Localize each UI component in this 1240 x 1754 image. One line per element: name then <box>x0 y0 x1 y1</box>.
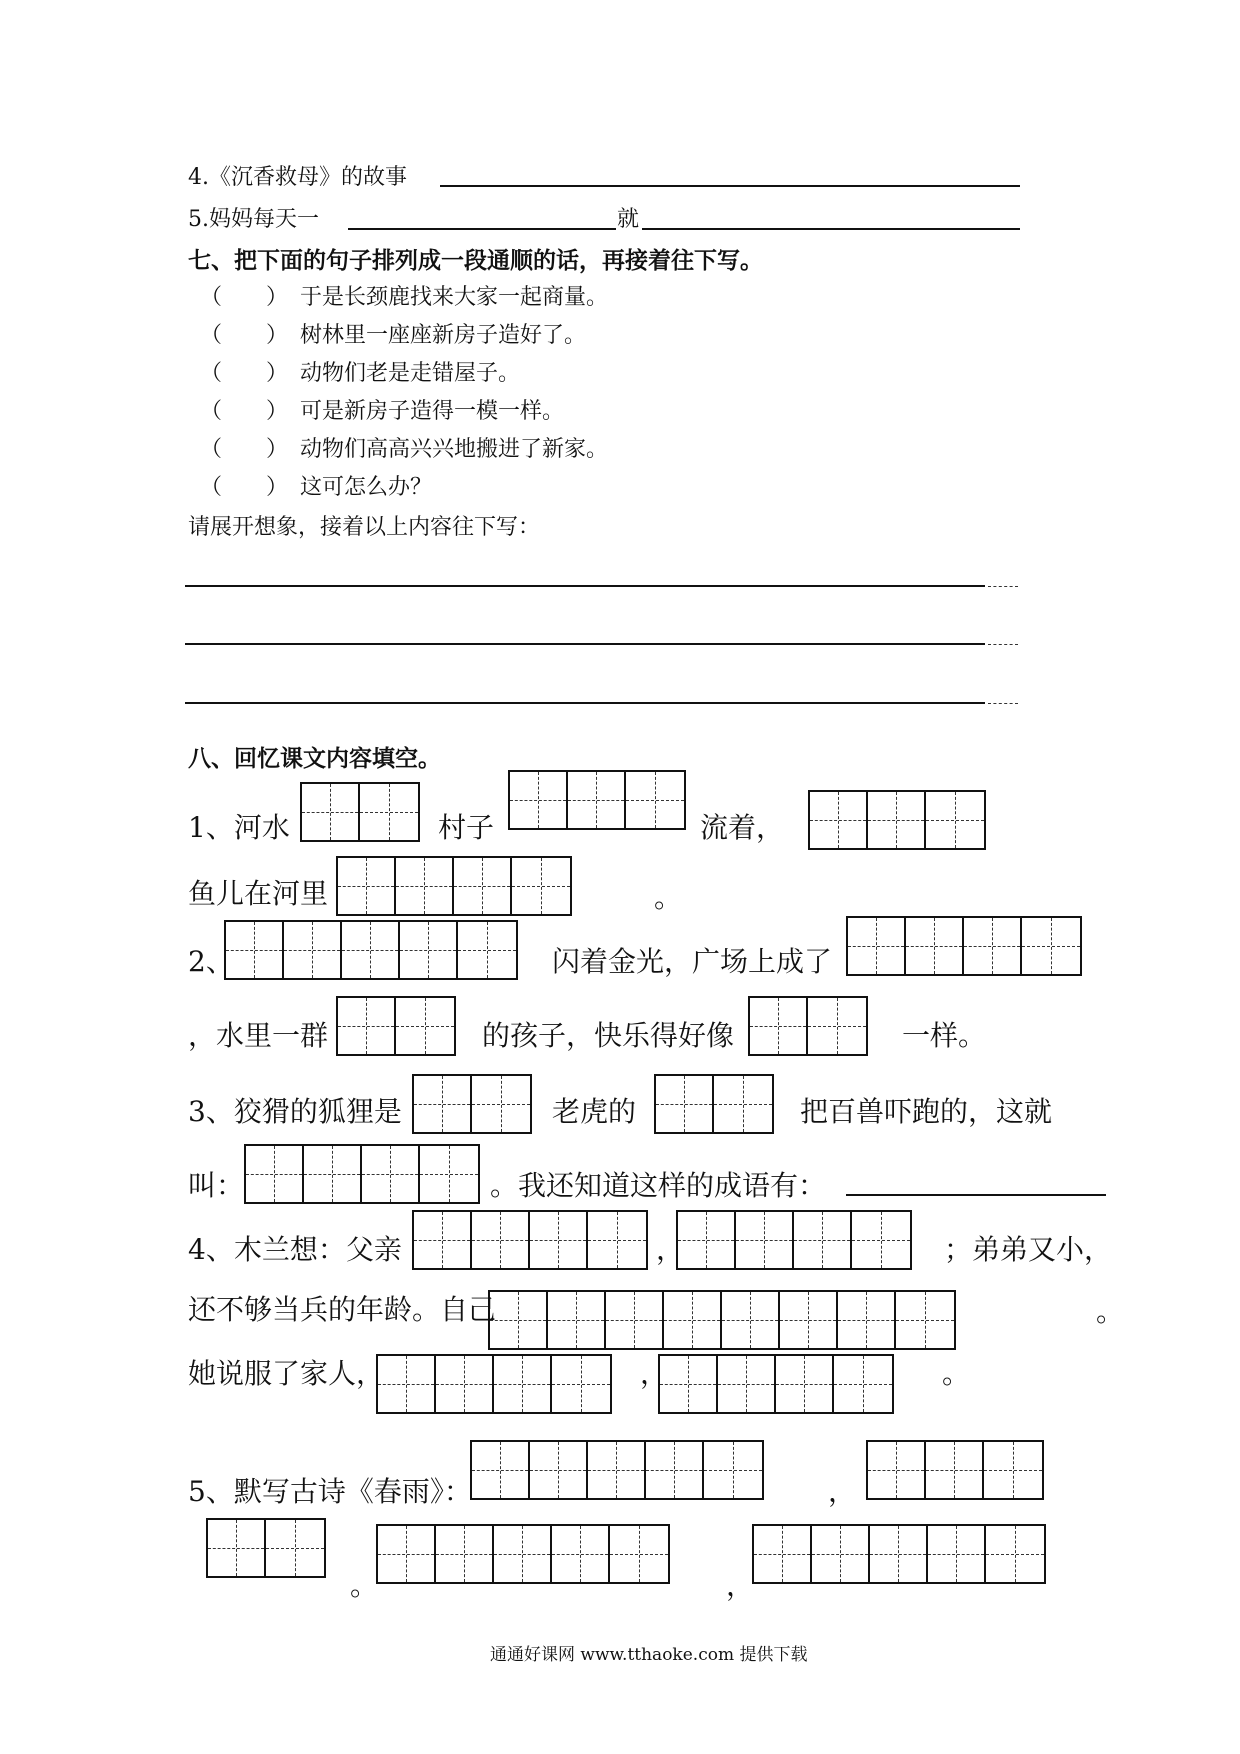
q3-grid-3[interactable] <box>244 1144 480 1204</box>
q4-text-g: ， <box>640 1357 669 1390</box>
s7-paren-3[interactable]: （ ） <box>200 361 289 386</box>
q2-text-a: 2、 <box>188 945 234 978</box>
s7-sentence-5: 动物们高高兴兴地搬进了新家。 <box>300 437 609 462</box>
q5-text-a: 5、默写古诗《春雨》： <box>188 1475 472 1508</box>
q3-text-e: 。我还知道这样的成语有： <box>490 1169 827 1202</box>
q2-grid-3[interactable] <box>336 996 456 1056</box>
s7-sentence-3: 动物们老是走错屋子。 <box>300 361 521 386</box>
q4-text-a: 4、木兰想：父亲 <box>188 1233 402 1266</box>
s7-paren-4[interactable]: （ ） <box>200 399 289 424</box>
q4-text-e: 。 <box>1096 1295 1125 1328</box>
q2-grid-1[interactable] <box>224 920 518 980</box>
q1-grid-4[interactable] <box>336 856 572 916</box>
writing-line-3-tail <box>988 703 1018 704</box>
q4-text-h: 。 <box>942 1357 971 1390</box>
s7-sentence-4: 可是新房子造得一模一样。 <box>300 399 565 424</box>
s7-sentence-2: 树林里一座座新房子造好了。 <box>300 323 587 348</box>
q3-grid-1[interactable] <box>412 1074 532 1134</box>
item4-label: 4.《沉香救母》的故事 <box>188 165 407 190</box>
writing-line-2-tail <box>988 644 1018 645</box>
item5-blank-2[interactable] <box>642 228 1020 230</box>
item5-blank-1[interactable] <box>348 228 616 230</box>
q2-text-b: 闪着金光，广场上成了 <box>552 945 833 978</box>
s7-paren-6[interactable]: （ ） <box>200 475 289 500</box>
q4-text-d: 还不够当兵的年龄。自己 <box>188 1293 497 1326</box>
q1-text-b: 村子 <box>438 811 495 844</box>
q4-text-f: 她说服了家人， <box>188 1357 385 1390</box>
q1-grid-2[interactable] <box>508 770 686 830</box>
s7-paren-5[interactable]: （ ） <box>200 437 289 462</box>
q4-text-c: ；弟弟又小， <box>944 1233 1113 1266</box>
q4-grid-1[interactable] <box>412 1210 648 1270</box>
q1-grid-1[interactable] <box>300 782 420 842</box>
item5-mid: 就 <box>617 207 640 232</box>
q5-grid-2[interactable] <box>866 1440 1044 1500</box>
q2-text-e: 一样。 <box>902 1019 987 1052</box>
writing-line-2[interactable] <box>185 643 985 645</box>
q3-grid-2[interactable] <box>654 1074 774 1134</box>
q2-text-d: 的孩子，快乐得好像 <box>482 1019 735 1052</box>
s7-paren-1[interactable]: （ ） <box>200 285 289 310</box>
q3-text-d: 叫： <box>188 1169 245 1202</box>
q5-grid-5[interactable] <box>752 1524 1046 1584</box>
section8-title: 八、回忆课文内容填空。 <box>188 745 441 772</box>
q4-grid-3[interactable] <box>488 1290 956 1350</box>
q3-text-b: 老虎的 <box>552 1095 637 1128</box>
s7-paren-2[interactable]: （ ） <box>200 323 289 348</box>
item5-label: 5.妈妈每天一 <box>188 207 319 232</box>
q3-text-a: 3、狡猾的狐狸是 <box>188 1095 402 1128</box>
q5-text-d: ， <box>726 1569 755 1602</box>
q1-text-d: 鱼儿在河里 <box>188 877 329 910</box>
q1-text-c: 流着， <box>700 811 785 844</box>
q3-text-c: 把百兽吓跑的，这就 <box>800 1095 1053 1128</box>
q4-grid-5[interactable] <box>658 1354 894 1414</box>
q5-text-c: 。 <box>350 1569 379 1602</box>
q4-grid-4[interactable] <box>376 1354 612 1414</box>
s7-sentence-6: 这可怎么办？ <box>300 475 433 500</box>
footer-credit: 通通好课网 www.tthaoke.com 提供下载 <box>490 1645 808 1665</box>
section7-title: 七、把下面的句子排列成一段通顺的话，再接着往下写。 <box>188 247 763 274</box>
s7-prompt: 请展开想象，接着以上内容往下写： <box>188 515 541 540</box>
s7-sentence-1: 于是长颈鹿找来大家一起商量。 <box>300 285 609 310</box>
q5-grid-4[interactable] <box>376 1524 670 1584</box>
q2-grid-2[interactable] <box>846 916 1082 976</box>
q4-grid-2[interactable] <box>676 1210 912 1270</box>
writing-line-1[interactable] <box>185 585 985 587</box>
q3-idiom-blank[interactable] <box>846 1194 1106 1196</box>
writing-line-3[interactable] <box>185 702 985 704</box>
q5-grid-1[interactable] <box>470 1440 764 1500</box>
q5-grid-3[interactable] <box>206 1518 326 1578</box>
writing-line-1-tail <box>988 586 1018 587</box>
q4-text-b: ， <box>656 1233 685 1266</box>
q1-text-e: 。 <box>654 881 683 914</box>
q1-text-a: 1、河水 <box>188 811 290 844</box>
q5-text-b: ， <box>828 1475 857 1508</box>
q1-grid-3[interactable] <box>808 790 986 850</box>
item4-blank[interactable] <box>440 185 1020 187</box>
q2-grid-4[interactable] <box>748 996 868 1056</box>
q2-text-c: ，水里一群 <box>188 1019 329 1052</box>
